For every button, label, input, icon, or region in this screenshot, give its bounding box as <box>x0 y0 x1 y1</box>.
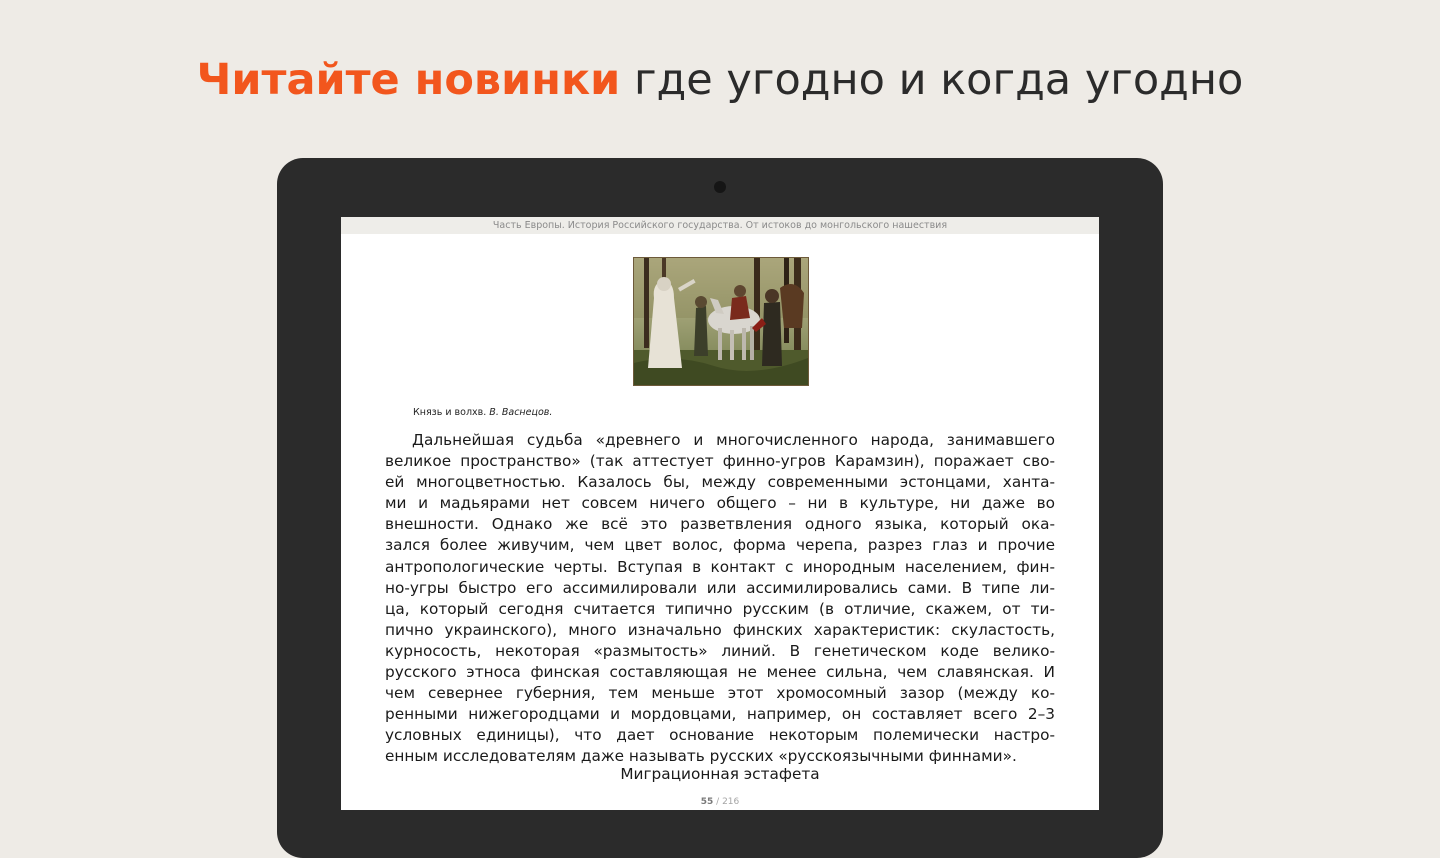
text-line: пично украинского), много изначально финских характеристик: скуластость, <box>385 620 1055 639</box>
text-line: Дальнейшая судьба «древнего и многочисленного народа, занимавшего <box>412 431 1055 449</box>
text-line: зался более живучим, чем цвет волос, форма черепа, разрез глаз и прочие <box>385 536 1055 555</box>
text-line: внешности. Однако же всё это разветвления одного языка, который ока- <box>385 515 1055 534</box>
caption-title: Князь и волхв. <box>413 407 487 418</box>
text-line: антропологические черты. Вступая в контакт с инородным населением, фин- <box>385 557 1055 576</box>
text-line: но-угры быстро его ассимилировали или ассимилировались сами. В типе ли- <box>385 578 1055 597</box>
reader-page[interactable] <box>341 217 1099 810</box>
text-line: условных единицы), что дает основание некоторым полемически настро- <box>385 726 1055 745</box>
page-counter <box>341 797 1099 807</box>
text-line: енным исследователям даже называть русских «русскоязычными финнами». <box>385 747 1017 766</box>
text-line: ей многоцветностью. Казалось бы, между современными эстонцами, ханта- <box>385 473 1055 492</box>
headline-rest: где угодно и когда угодно <box>633 55 1244 105</box>
book-illustration[interactable] <box>633 257 809 386</box>
page-total: 216 <box>722 797 740 807</box>
headline <box>0 50 1440 110</box>
text-line: ца, который сегодня считается типично русским (в отличие, скажем, от ти- <box>385 599 1055 618</box>
text-line: ренными нижегородцами и мордовцами, например, он составляет всего 2–3 <box>385 705 1055 724</box>
caption-author: В. Васнецов. <box>489 407 553 418</box>
body-paragraph <box>385 430 1055 768</box>
running-head: Часть Европы. История Российского государства. От истоков до монгольского нашествия <box>341 217 1099 234</box>
text-line: курносость, некоторая «размытость» линий. В генетическом коде велико- <box>385 641 1055 660</box>
section-heading: Миграционная эстафета <box>620 765 820 783</box>
text-line: русского этноса финская составляющая не менее сильна, чем славянская. И <box>385 663 1055 682</box>
illustration-caption <box>413 407 552 418</box>
illustration-image <box>634 258 808 385</box>
text-line: чем севернее губерния, тем меньше этот хромосомный зазор (между ко- <box>385 684 1055 703</box>
text-line: ми и мадьярами нет совсем ничего общего – ни в культуре, ни даже во <box>385 494 1055 513</box>
text-line: великое пространство» (так аттестует финно-угров Карамзин), поражает сво- <box>385 452 1055 471</box>
page-current: 55 <box>700 797 714 807</box>
camera-icon <box>714 181 726 193</box>
page-separator: / <box>716 797 720 807</box>
headline-accent: Читайте новинки <box>196 55 621 105</box>
